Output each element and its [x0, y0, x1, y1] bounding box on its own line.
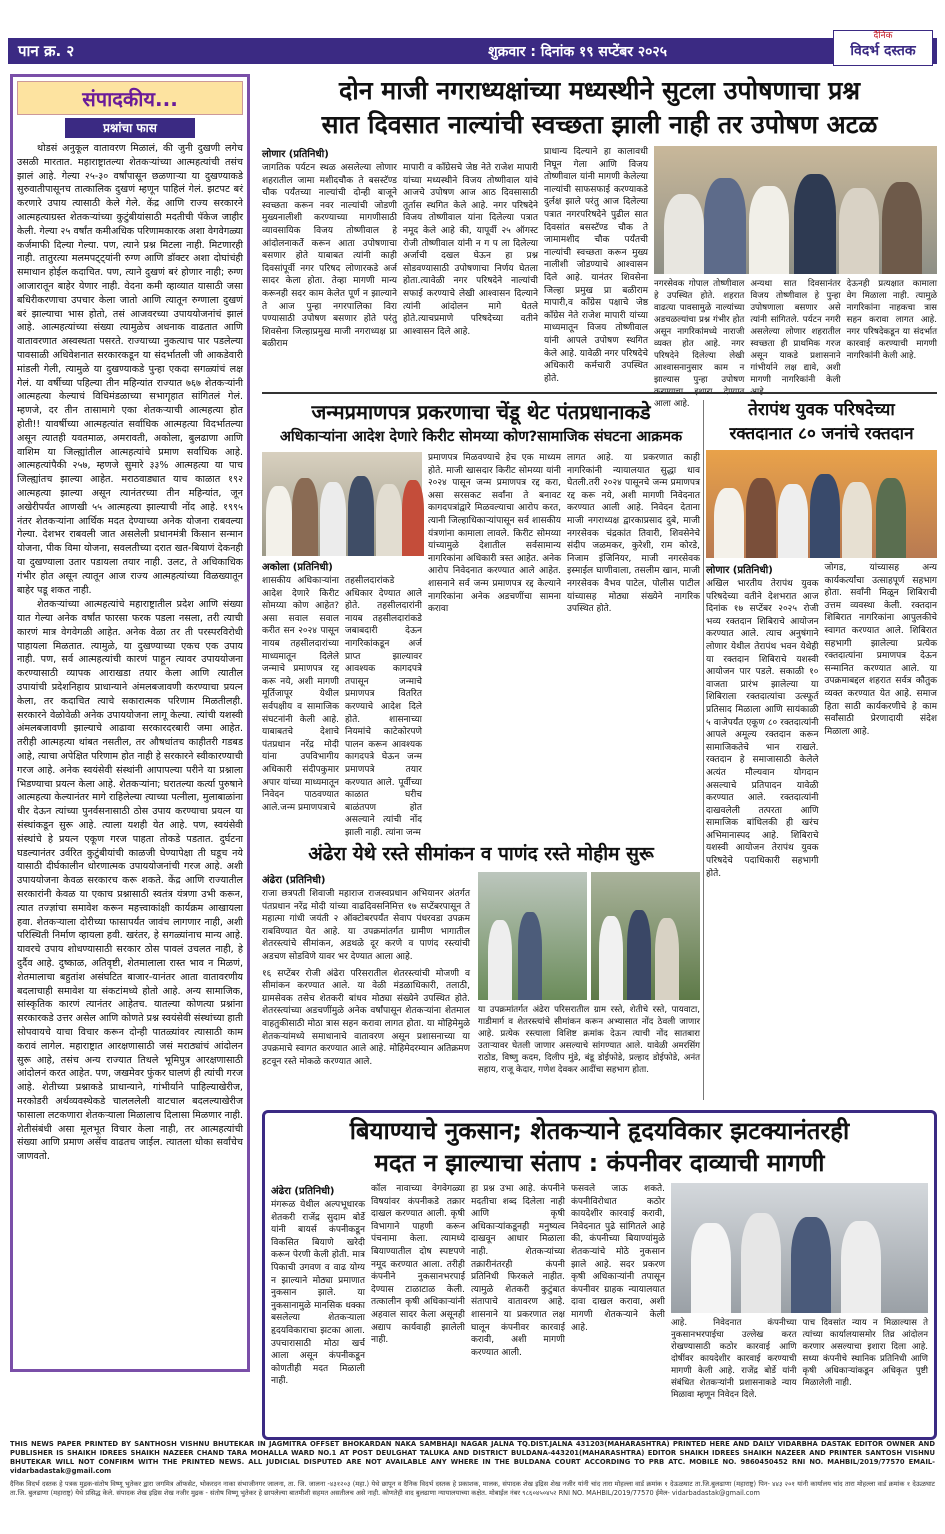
page-header-bar [8, 38, 937, 64]
story2-headline-2: अधिकाऱ्यांना आदेश देणारे किरीट सोमय्या कोण?सामाजिक संघटना आक्रमक [279, 429, 683, 445]
story2-byline: अकोला (प्रतिनिधी) [262, 562, 333, 573]
story-seed-loss [262, 1110, 937, 1440]
story2-left [262, 452, 422, 838]
story2-col: प्रमाणपत्र मिळवण्याचे हेच एक माध्यम होते. माजी खासदार किरीट सोमय्या यांनी २०२४ पासून जन्म प्रमाणपत्र रद्द करा, असा सरसकट सर्वांना ते बनावट कागदपत्रांद्वारे मिळवल्याचा आरोप करत, त्यानी जिल्हाधिकाऱ्यांपासून सर्व शासकीय यंत्रणांना कामाला लावले. किरीट सोमय्या यांच्यामुळे देशातील सर्वसामान्य नागरिकांना अधिकारी त्रस्त आहेत. अनेक आरोप निवेदनात करण्यात आले आहेत. शासनाने सर्व जन्म प्रमाणपत्र रद्द केल्याने नागरिकांना अनेक अडचणींचा सामना करावा [428, 453, 561, 615]
imprint-marathi: दैनिक विदर्भ दस्तक हे पत्रक मुद्रक-संतोष विष्णू भुतेकर द्वारा जगमित्र ऑफसेट, भोकरदन नाका संभाजीनगर जालना, ता. जि. जालना -४३१२०३ (महा.) येथे छापून व दैनिक विदर्भ दस्तक हे प्रकाशक, मालक, संपादक शेख इद्रिस शेख नजीर यांनी चांद तारा मोहल्ला वार्ड क्रमांक १ देऊळघाट ता.जि.बुलढाणा (महाराष्ट्र) पिन- ४४३ २०१ यांनी कार्यालय चांद तारा मोहल्ला वार्ड क्रमांक १ देऊळघाट ता.जि. बुलढाणा (महाराष्ट्र) येथे प्रसिद्ध केले. संपादक शेख इद्रिस शेख नजीर मुद्रक - संतोष विष्णू भुतेकर हे छापलेल्या बातमीशी सहमत असतीलच असे नाही. कोणतेही वाद बुलढाणा न्यायालयाच्या कक्षेत. मोबाईल नंबर ९८६०४५०४५२ RNI NO. MAHBIL/2019/77570 ईमेल- vidarbadastak@gmail.com [10, 1480, 935, 1497]
story3-left [706, 562, 819, 1082]
story5-byline: अंढेरा (प्रतिनिधी) [271, 1186, 335, 1197]
editorial-paragraph: शेतकऱ्यांच्या आत्महत्यांचे महाराष्ट्रातील प्रदेश आणि संख्या यात गेल्या अनेक वर्षांत फारसा फरक पडला नसला, तरी त्याची कारणं मात्र वेगवेगळी आहेत. अनेक वेळा तर ती परस्परविरोधी पाहायला मिळतात. त्यामुळे, या दुखण्याच्या एकच एक उपाय नाही. पण, सर्व आत्महत्यांची कारणं पाहून त्यावर उपाययोजना करण्यासाठी व्यापक आराखडा तयार केला आणि त्यातील उपायांची प्रदेशनिहाय प्राधान्याने अंमलबजावणी करण्याचा प्रयत्न केला, तर कदाचित त्याचे सकारात्मक परिणाम मिळतीलही. सरकारने वेळोवेळी अनेक उपाययोजना लागू केल्या. त्यांची यशस्वी अंमलबजावणी झाल्याचे आढावा सरकारदरबारी जमा आहेत. तरीही आत्महत्या थांबत नसतील, तर औषधांतच काहीतरी गडबड आहे, त्याचा अपेक्षित परिणाम होत नाही हे सरकारने स्वीकारण्याची गरज आहे. अनेक स्वयंसेवी संस्थांनी आपापल्या परीने या प्रश्नाला भिडण्याचा प्रयत्न केला आहे. शेतकऱ्यांना; घरातल्या कर्त्या पुरुषाने आत्महत्या केल्यानंतर मागे राहिलेल्या त्याच्या पत्नीला, मुलाबाळांना धीर देऊन त्यांच्या पुनर्वसनासाठी ठोस उपाय करण्याचा प्रयत्न या संस्थांकडून सुरू आहे. त्याला यशही येत आहे. पण, स्वयंसेवी संस्थांचे हे प्रयत्न एकूण गरज पाहता तोकडे पडतात. दुर्घटना घडल्यानंतर उर्वरित कुटुंबीयांची काळजी घेण्यापेक्षा ती घडूच नये यासाठी दीर्घकालीन धोरणात्मक उपाययोजनांची गरज आहे. अशी उपाययोजना केवळ सरकारच करू शकते. केंद्र आणि राज्यातील सरकारांनी केवळ या एकाच प्रश्नासाठी स्वतंत्र यंत्रणा उभी करून, त्यात तज्ज्ञांचा समावेश करून महत्त्वाकांक्षी कार्यक्रम आखायला हवा. शेतकऱ्याला दोरीच्या फासापर्यंत जावंच लागणार नाही, अशी परिस्थिती निर्माण व्हायला हवी. खरंतर, हे सगळ्यांनाच मान्य आहे. यावरचे उपाय शोधण्यासाठी सरकार ठोस पावलं उचलत नाही, हे दुर्दैव आहे. दुष्काळ, अतिवृष्टी, शेतमालाला रास्त भाव न मिळणं, शेतमालाचा बहुतांश असंघटित बाजार-यानंतर आता वातावरणीय बदलाचाही समावेश या संकटांमध्ये होतो आहे. अन्य सामाजिक, सांस्कृतिक कारणं त्यानंतर आहेतच. यातल्या कोणत्या प्रश्नांना सरकारकडे उत्तर असेल आणि कोणते प्रश्न स्वयंसेवी संस्थांच्या हाती सोपवायचे याचा विचार करून दोन्ही पातळ्यांवर त्यासाठी काम करावं लागेल. महाराष्ट्रात आरक्षणासाठी जसं मराठ्यांचं आंदोलन सुरू आहे, तसंच अन्य राज्यात तिथले भूमिपुत्र आरक्षणासाठी आंदोलनं करत आहेत. पण, जखमेवर फुंकर घालणं ही त्यांची गरज आहे. शेतीच्या प्रश्नाकडे प्राधान्याने, गांभीर्याने पाहिल्याखेरीज, मरकोडरी अर्थव्यवस्थेकडे चालललेली वाटचाल बदलल्याखेरीज फासाला लटकणारा शेतकऱ्याला मिळालाच दिलासा मिळणार नाही. शेतीसंबंधी असा मूलभूत विचार केला नाही, तर आत्महत्यांची संख्या आणि प्रमाण असेंच वाढतच जाईल. त्यातला धोका सर्वांचेच जाणवतो. [17, 599, 243, 1163]
story1-headline-1: दोन माजी नगराध्यक्षांच्या मध्यस्थीने सुटला उपोषणाचा प्रश्न [338, 76, 861, 105]
logo-name: विदर्भ दस्तक [850, 43, 916, 59]
story1-caption: नगरसेवक गोपाल तोष्णीवाल हे उपस्थित होते. शहरात वाढत्या पावसामुळे नाल्यांच्या अडचळल्यांचा प्रश्न गंभीर होत असून नागरिकांमध्ये नाराजी व्यक्त होत आहे. नगर परिषदेने दिलेल्या लेखी आश्वासनानुसार काम न झाल्यास पुन्हा उपोषण आला आहे. [654, 279, 745, 409]
story1-caption: अन्यथा सात दिवसानंतर विजय तोष्णीवाल हे पुन्हा उपोषणाला बसणार असे त्यांनी सांगितले. पर्यटन नगरी असलेल्या लोणार शहरातील स्वच्छता ही प्राथमिक गरज असून याकडे प्रशासनाने गांभीर्याने लक्ष द्यावे, अशी मागणी नागरिकांनी केली [750, 279, 841, 385]
story5-col: हा प्रश्न उभा आहे. कंपनीने मदतीचा शब्द दिलेला नाही आणि कृषी अधिकाऱ्यांकडूनही मनुष्यत्व दाखवून आधार मिळाला नाही. शेतकऱ्यांच्या तक्रारीनंतरही कंपनी प्रतिनिधी फिरकले नाहीत. त्यामुळे शेतकरी कुटुंबात संतापाचे वातावरण आहे. शासनाने या प्रकरणात लक्ष घालून कंपनीवर कारवाई करावी, अशी मागणी करण्यात आली. [471, 1184, 565, 1358]
story5-photo [671, 1183, 928, 1313]
story3-headline-1: तेरापंथ युवक परिषदेच्या [748, 400, 895, 420]
story2-col: शासकीय अधिकाऱ्यांना आदेश देणारे किरीट सोमय्या कोण आहेत? असा सवाल सवाल करीत सन २०२४ पासून नायब तहसीलदारांच्या माध्यमातून दिलेले जन्माचे प्रमाणपत्र रद्द करू नये, अशी मागणी मूर्तिजापूर येथील सर्वपक्षीय व सामाजिक संघटनांनी केली आहे. याबाबतचे देशाचे पंतप्रधान नरेंद्र मोदी यांना उपविभागीय अधिकारी संदीपकुमार अपार यांच्या माध्यमातून निवेदन पाठवण्यात आले.जन्म प्रमाणपत्राचे [262, 576, 339, 813]
story3-col: जोगड, यांच्यासह अन्य कार्यकर्त्यांचा उत्साहपूर्ण सहभाग होता. सर्वांनी मिळून शिबिराची उत्तम व्यवस्था केली. रक्तदान शिबिरात नागरिकांना आपुलकीचे स्वागत करण्यात आले. शिबिरात सहभागी झालेल्या प्रत्येक रक्तदात्यांना प्रमाणपत्र देऊन सन्मानित करण्यात आले. या उपक्रमाबद्दल शहरात सर्वत्र कौतुक व्यक्त करण्यात येत आहे. समाज हिता साठी कार्यकरणीचे हे काम सर्वांसाठी प्रेरणादायी संदेश मिळाला आहे. [824, 563, 937, 737]
story1-headline-2: सात दिवसात नाल्यांची स्वच्छता झाली नाही तर उपोषण अटळ [321, 110, 878, 139]
editorial-column [10, 74, 250, 1372]
story4-photo-1 [478, 872, 587, 1000]
editorial-body [17, 142, 243, 1164]
story5-col: फसवले जाऊ शकते. कंपनीविरोधात कठोर कायदेशीर कारवाई करावी, निवेदनात पुढे सांगितले आहे की, कंपनीच्या बियाण्यांमुळे शेतकऱ्यांचे मोठे नुकसान झाले आहे. सदर प्रकरण कृषी अधिकाऱ्यांनी तपासून कंपनीवर ग्राहक न्यायालयात दावा दाखल करावा, अशी मागणी शेतकऱ्याने केली आहे. [571, 1184, 665, 1333]
divider [262, 392, 937, 394]
story2-headline-1: जन्मप्रमाणपत्र प्रकरणाचा चेंडू थेट पंतप्रधानाकडे [311, 400, 651, 424]
editorial-title: संपादकीय... [17, 81, 243, 115]
story4-byline: अंढेरा (प्रतिनिधी) [262, 875, 326, 886]
imprint-english: THIS NEWS PAPER PRINTED BY SANTHOSH VISHNU BHUTEKAR IN JAGMITRA OFFSET BHOKARDAN NAKA SAMBHAJI NAGAR JALNA TQ.DIST.JALNA 431203(MAHARASHTRA) PRINTED HERE AND DAILY VIDARBHA DASTAK EDITOR OWNER AND PUBLISHER IS SHAIKH IDREES SHAIKH NAZEER CHAND TARA MOHALLA WARD NO.1 AT POST DEULGHAT TALUKA AND DISTRICT BULDANA-443201(MAHARASHTRA) EDITOR SHAIKH IDREES SHAIKH NAZEER AND PRINTER SANTOSH VISHNU BHUTEKAR WILL NOT CONFIRM WITH THE PRINTED NEWS. ALL JUDICIAL DISPUTED ARE NOT AVAILABLE ANY WHERE IN THE BULDANA COURT ACCORDING TO PRB ATC. MOBILE NO. 9860450452 RNI NO. MAHBIL/2019/77570 EMAIL- vidarbadastak@gmail.com [10, 1440, 935, 1475]
story1-col: मापारी व काँग्रेसचे जेष्ठ नेते राजेश मापारी यांच्या मध्यस्थीने विजय तोष्णीवाल यांचे आजचे उपोषण आज आठ दिवसासाठी तूर्तास स्थगित केले आहे. नगर परिषदेने विजय तोष्णीवाल यांना दिलेल्या पत्रात नमूद केले आहे की, यापूर्वी २५ ऑगस्ट रोजी तोष्णीवाल यांनी न ग प ला दिलेल्या अर्जाची दखल घेऊन हा प्रश्न सोडवण्यासाठी उपोषणाचा निर्णय घेतला होता.त्यावेळी नगर परिषदेने नाल्यांची सफाई करण्याचे लेखी आश्वासन दिल्याने त्यांनी आंदोलन मागे घेतले होते.त्याचप्रमाणे परिषदेच्या वतीने आश्वासन दिले आहे. [403, 163, 538, 337]
story5-col: मंगरूळ येथील अल्पभूधारक शेतकरी राजेंद्र सुदाम बोर्डे यांनी बायर्स कंपनीकडून विकसित बियाणे खरेदी करून पेरणी केली होती. मात्र पिकाची उगवण व वाढ योग्य न झाल्याने मोठ्या प्रमाणात नुकसान झाले. या नुकसानामुळे मानसिक धक्का बसलेल्या शेतकऱ्याला हृदयविकाराचा झटका आला. उपचारासाठी मोठा खर्च आला असून कंपनीकडून कोणतीही मदत मिळाली नाही. [271, 1200, 365, 1387]
story1-photo [654, 146, 937, 274]
story4-left [262, 872, 470, 1112]
story5-col: पाच दिवसांत न्याय न मिळाल्यास ते त्यांच्या कार्यालयासमोर तिव्र आंदोलन करणार असल्याचा इशारा दिला आहे. सध्या कंपनीचे स्थानिक प्रतिनिधी आणि कृषी अधिकाऱ्यांकडून अधिकृत पुष्टी मिळालेली नाही. [802, 1318, 928, 1388]
story1-col: जागतिक पर्यटन स्थळ असलेल्या लोणार शहरातील जामा मशीदचौक ते बसस्टॅण्ड चौक पर्यंतच्या नाल्यांची दोन्ही बाजूने स्वच्छता करून नवर नाल्यांची जोडणी मुख्यनालीशी करण्याच्या मागणीसाठी व्यावसायिक विजय तोष्णीवाल हे आंदोलनाकर्ते करून आता उपोषणाचा बसणार होते याबाबत त्यांनी काही दिवसांपूर्वी नगर परिषद लोणारकडे अर्ज सादर केला होता. तेव्हा मागणी मान्य करूनही सदर काम केलेत पूर्ण न झाल्याने ते आज पुन्हा नगरपालिका विरा पण्यासाठी उपोषण बसणार होते परंतु शिवसेना जिल्हाप्रमुख माजी नगराध्यक्ष प्रा बळीराम [262, 163, 397, 350]
story3-headline-2: रक्तदानात ८० जनांचे रक्तदान [729, 424, 914, 444]
story2-photo [262, 452, 422, 556]
story-road-demarcation [262, 840, 700, 1140]
story4-headline: अंढेरा येथे रस्ते सीमांकन व पाणंद रस्ते मोहीम सुरू [308, 843, 654, 865]
story5-headline-2: मदत न झाल्याचा संताप : कंपनीवर दाव्याची मागणी [374, 1149, 825, 1177]
newspaper-logo [833, 30, 933, 66]
story5-headline-1: बियाण्याचे नुकसान; शेतकऱ्याने हृदयविकार झटक्यानंतरही [349, 1117, 850, 1145]
story1-photo-area [654, 146, 937, 409]
story4-photo-2 [591, 872, 700, 1000]
story4-caption: या उपक्रमांतर्गत अंढेरा परिसरातील ग्राम रस्ते, शेतीचे रस्ते, पायवाटा, गाडीमार्ग व शेतरस्त्यांचे सीमांकन करून अभ्यासात नोंद ठेवली जाणार आहे. प्रत्येक रस्त्याला विशिष्ट क्रमांक देऊन त्याची नोंद सातबारा उताऱ्यावर घेतली जाणार असल्याचे सांगण्यात आले. यावेळी अमरसिंग राठोड, विष्णु कदम, दिलीप मुंडे, बंडू डोईफोडे, प्रल्हाद डोईफोडे, अनंत सहाय, राजू केदार, गणेश देवकर आदींचा सहभाग होता. [478, 1005, 700, 1075]
issue-date: शुक्रवार : दिनांक १९ सप्टेंबर २०२५ [488, 43, 667, 60]
story-hunger-strike [262, 74, 937, 409]
story1-text [262, 146, 538, 386]
story5-col: आहे. निवेदनात कंपनीच्या नुकसानभरपाईचा उल्लेख करत रोखण्यासाठी कठोर कारवाई आणि दोषींवर कायदेशीर कारवाई करण्याची मागणी केली आहे. राजेंद्र बोर्डे यांनी संबंधित शेतकऱ्यांनी प्रशासनाकडे न्याय मिळावा म्हणून निवेदन दिले. [671, 1318, 797, 1400]
story2-col: तहसीलदारांकडे अधिकार देण्यात आले होते. तहसीलदारांनी नायब तहसीलदारांकडे जबाबदारी देऊन नागरिकांकडून अर्ज प्राप्त झाल्यावर आवश्यक कागदपत्रे तपासून जन्माचे प्रमाणपत्र वितरित करण्याचे आदेश दिले होते. शासनाच्या नियमांचे काटेकोरपणे पालन करून आवश्यक कागदपत्रे घेऊन जन्म प्रमाणपत्रे तयार करण्यात आले. पूर्वीच्या काळात घरीच बाळंतपण होत असल्याने त्यांची नोंद झाली नाही. त्यांना जन्म [345, 576, 422, 838]
story1-byline: लोणार (प्रतिनिधी) [262, 149, 329, 160]
editorial-paragraph: थोडसं अनुकूल वातावरण मिळालं, की जुनी दुखणी लगेच उसळी मारतात. महाराष्ट्रातल्या शेतकऱ्यांच्या आत्महत्यांची तसंच झालं आहे. गेल्या २५-३० वर्षांपासून छळणाऱ्या या दुखण्याकडे सुरुवातीपासूनच तात्कालिक दुखणं म्हणून पाहिलं गेलं. झटपट बरं करणारे उपाय त्यासाठी केले गेले. केंद्र आणि राज्य सरकारने आत्महत्याग्रस्त शेतकऱ्यांच्या कुटुंबीयांसाठी मदतीची पॅकेज जाहीर केली. गेल्या २५ वर्षांत कमीअधिक परिणामकारक अशा वेगवेगळ्या कर्जमाफी दिल्या गेल्या. पण, त्याने प्रश्न मिटला नाही. मिटणारही नाही. तातुरत्या मलमपट्ट्यांनी रुग्ण आणि डॉक्टर अशा दोघांचंही समाधान होईल कदाचित. पण, त्याने दुखणं बरं होणार नाही; रुग्ण आजारातून बाहेर येणार नाही. वेदना कमी व्हाव्यात यासाठी जसा बधिरीकरणाचा उपचार केला जातो आणि त्यातून रुग्णाला दुखणं बरं झाल्याचा भास होतो, तसं आजवरच्या उपाययोजनांचं झालं आहे. आत्महत्यांच्या संख्या त्यामुळेच अधनाक वाढतात आणि वातावरणात अस्वस्थता पसरते. राज्याच्या नुकत्याच पार पडलेल्या पावसाळी अधिवेशनात सरकारकडून या संदर्भातली जी आकडेवारी मांडली गेली, त्यामुळे या दुखण्याकडे पुन्हा एकदा सगळ्यांचं लक्ष गेलं. या वर्षीच्या पहिल्या तीन महिन्यांत राज्यात ७६७ शेतकऱ्यांनी आत्महत्या केल्याचं विधिमंडळाच्या सभागृहात सांगितलं गेलं. म्हणजे, दर तीन तासामागे एका शेतकऱ्याची आत्महत्या होत होती!! यावर्षीच्या आत्महत्यांत सर्वाधिक आत्महत्या विदर्भातल्या असून त्यातही यवतमाळ, अमरावती, अकोला, बुलढाणा आणि वाशिम या जिल्ह्यांतील आत्महत्यांचे प्रमाण सर्वाधिक आहे. आत्महत्यांपैकी २५७, म्हणजे सुमारे ३३% आत्महत्या या पाच जिल्ह्यांतच झाल्या आहेत. मराठवाड्यात याच काळात १९२ आत्महत्या झाल्या असून त्यानंतरच्या तीन महिन्यांत, जून अखेरीपर्यंत आणखी ५५ आत्महत्या झाल्याची नोंद आहे. १९९५ नंतर शेतकऱ्यांना आर्थिक मदत देण्याच्या अनेक योजना राबवल्या गेल्या. देशभर राबवली जात असलेली प्रधानमंत्री किसान सन्मान योजना, पीक विमा योजना, सवलतीच्या दरात खत-बियाणं देकनही या दुखण्याला उतार पडायला तयार नाही. उलट, ते अधिकाधिक गंभीर होत असून त्यातून आज राज्य आत्महत्यांच्या विळख्यातून बाहेर पडू शकत नाही. [17, 143, 243, 596]
story3-photo [706, 450, 937, 558]
story5-right [671, 1183, 928, 1423]
story5-left [271, 1183, 365, 1423]
story5-col: कॉल नावाच्या वेगवेगळ्या विषयांवर कंपनीकडे तक्रार दाखल करण्यात आली. कृषी विभागाने पाहणी करून पंचनामा केला. त्यामध्ये बियाण्यातील दोष स्पष्टपणे नमूद करण्यात आला. तरीही कंपनीने नुकसानभरपाई देण्यास टाळाटाळ केली. तत्कालीन कृषी अधिकाऱ्यांनी अहवाल सादर केला असूनही अद्याप कार्यवाही झालेली नाही. [371, 1184, 465, 1346]
story1-caption: देऊनही प्रत्यक्षात कामाला वेग मिळाला नाही. त्यामुळे नागरिकांना नाहकचा त्रास सहन करावा लागत आहे. नगर परिषदेकडून या संदर्भात कारवाई करण्याची मागणी नागरिकांनी केली आहे. [846, 279, 937, 361]
story4-body: १६ सप्टेंबर रोजी अंढेरा परिसरातील शेतरस्त्यांची मोजणी व सीमांकन करण्यात आले. या वेळी मंडळाधिकारी, तलाठी, ग्रामसेवक तसेच शेतकरी बांधव मोठ्या संख्येने उपस्थित होते. शेतरस्त्यांच्या अडचणींमुळे अनेक वर्षांपासून शेतकऱ्यांना शेतमाल वाहतुकीसाठी मोठा त्रास सहन करावा लागत होता. या मोहिमेमुळे शेतकऱ्यांमध्ये समाधानाचे वातावरण असून प्रशासनाच्या या उपक्रमाचे स्वागत करण्यात आले आहे. मोहिमेदरम्यान अतिक्रमण हटवून रस्ते मोकळे करण्यात आले. [262, 968, 470, 1067]
story4-right [478, 872, 700, 1112]
story3-byline: लोणार (प्रतिनिधी) [706, 565, 773, 576]
story1-col: प्राधान्य दिल्याने हा कालावधी निघून गेला आणि विजय तोष्णीवाल यांनी मागणी केलेल्या नाल्यांची साफसफाई करण्याकडे दुर्लक्ष झाले परंतु आज दिलेल्या पत्रात नगरपरिषदेने पुढील सात दिवसांत बसस्टॅण्ड चौक ते जामामशीद चौक पर्यंतची नाल्यांची स्वच्छता करून मुख्य नालीशी जोडण्याचे आश्वासन दिले आहे. यानंतर शिवसेना जिल्हा प्रमुख प्रा बळीराम मापारी,व काँग्रेस पक्षाचे जेष्ठ काँग्रेस नेते राजेश मापारी यांच्या माध्यमातून विजय तोष्णीवाल यांनी आपले उपोषण स्थगित केले आहे. यावेळी नगर परिषदेचे अधिकारी कर्मचारी उपस्थित होते. [544, 147, 648, 384]
column-divider [703, 400, 704, 1100]
page-number: पान क्र. २ [18, 42, 75, 60]
editorial-subtitle: प्रश्नांचा फास [65, 118, 195, 138]
logo-prefix: दैनिक [873, 31, 893, 41]
story-birth-certificate [262, 398, 700, 838]
story4-intro: राजा छत्रपती शिवाजी महाराज राजस्वप्रधान अभियानर अंतर्गत पंतप्रधान नरेंद्र मोदी यांच्या वाढदिवसनिमित्त १७ सप्टेंबरपासून ते महात्मा गांधी जयंती २ ऑक्टोबरपर्यंत सेवाप पंधरवडा उपक्रम राबविण्यात येत आहे. या उपक्रमांतर्गत ग्रामीण भागातील शेतरस्त्यांचे सीमांकन, अडथळे दूर करणे व पाणंद रस्त्यांची अडचण सोडविणे यावर भर देण्यात आला आहे. [262, 889, 470, 962]
story2-col: लागत आहे. या प्रकरणात काही नागरिकांनी न्यायालयात सुद्धा धाव घेतली.तरी २०२४ पासूनचे जन्म प्रमाणपत्र रद्द करू नये, अशी मागणी निवेदनात करण्यात आली आहे. निवेदन देताना माजी नगराध्यक्ष द्वारकाप्रसाद दुबे, माजी नगरसेवक चंद्रकांत तिवारी, शिवसेनेचे संदीप जळमकर, कुरेशी, राम कोरडे, निजाम इंजिनियर, माजी नगरसेवक इस्माईल घाणीवाला, तसलीम खान, माजी नगरसेवक वैभव पाटेल, पोलीस पाटील यांच्यासह मोठ्या संख्येने नागरिक उपस्थित होते. [567, 453, 700, 615]
story3-col: अखिल भारतीय तेरापंथ युवक परिषदेच्या वतीने देशभरात आज दिनांक १७ सप्टेंबर २०२५ रोजी भव्य रक्तदान शिबिराचे आयोजन करण्यात आले. त्याच अनुषंगाने लोणार येथील तेरापंथ भवन येथेही या रक्तदान शिबिराचे यशस्वी आयोजन पार पडले. सकाळी १० वाजता प्रारंभ झालेल्या या शिबिराला रक्तदात्यांचा उत्स्फूर्त प्रतिसाद मिळाला आणि सायंकाळी ५ वाजेपर्यंत एकूण ८० रक्तदात्यांनी आपले अमूल्य रक्तदान करून सामाजिकतेचे भान राखले. रक्तदान हे समाजासाठी केलेले अत्यंत मौल्यवान योगदान असल्याचे प्रतिपादन यावेळी करण्यात आले. रक्तदात्यांनी दाखवलेली तत्परता आणि सामाजिक बांधिलकी ही खरंच अभिमानास्पद आहे. शिबिराचे यशस्वी आयोजन तेरापंथ युवक परिषदेचे पदाधिकारी सहभागी होते. [706, 579, 819, 879]
